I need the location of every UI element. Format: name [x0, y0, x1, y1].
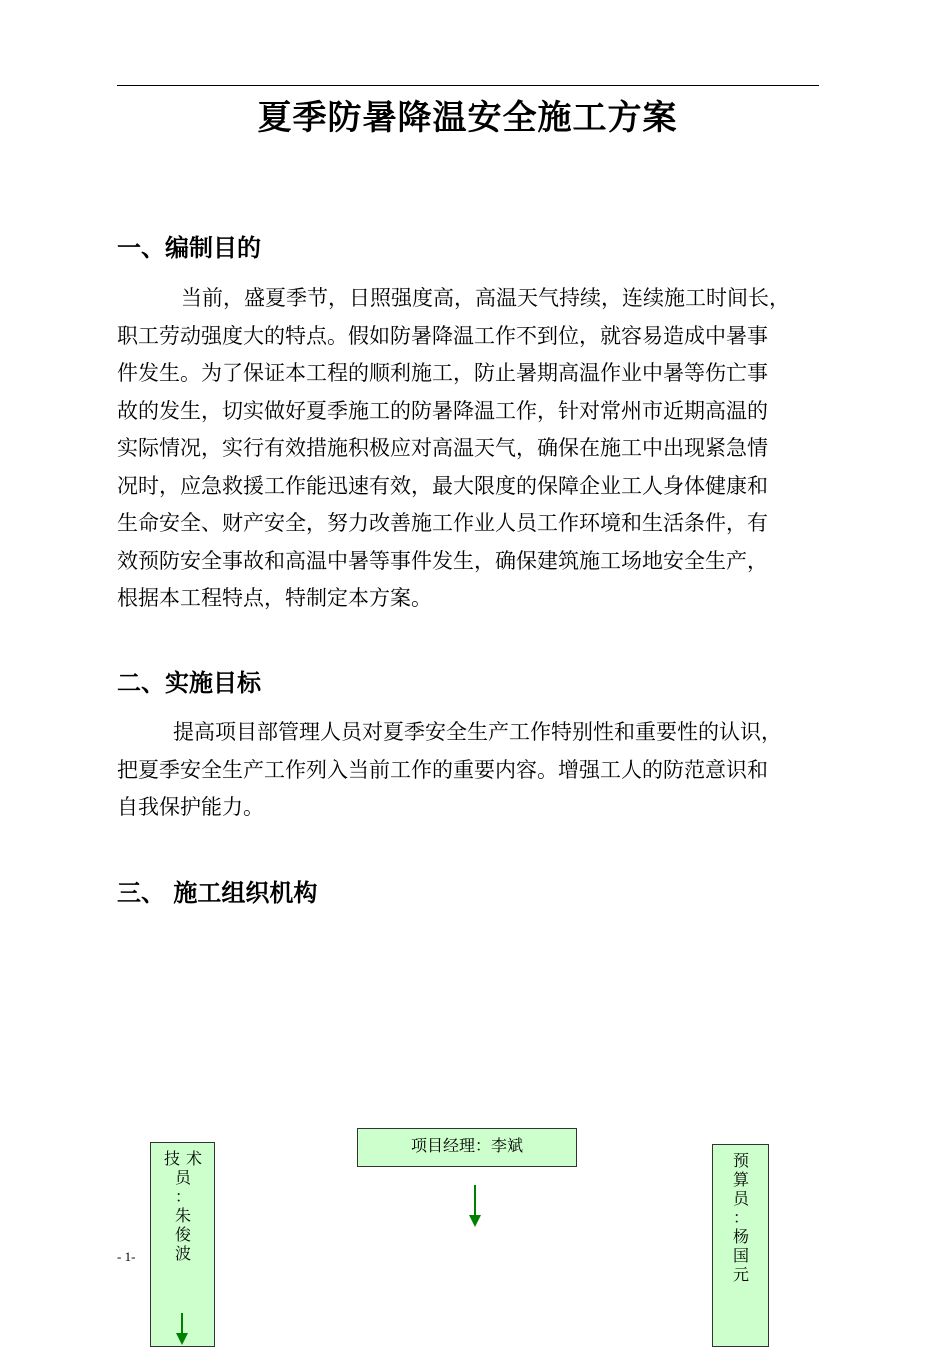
paragraph-line: 提高项目部管理人员对夏季安全生产工作特别性和重要性的认识， [173, 720, 782, 744]
paragraph-line: 根据本工程特点，特制定本方案。 [117, 586, 432, 610]
technician-role-label [159, 1149, 207, 1187]
paragraph-line: 件发生。为了保证本工程的顺利施工，防止暑期高温作业中暑等伤亡事 [117, 361, 768, 385]
technician-name-char: 朱 [174, 1206, 191, 1225]
technician-role-char: 技 [163, 1149, 180, 1168]
budget-name-label [719, 1208, 763, 1284]
section-heading-organization: 三、 施工组织机构 [117, 878, 318, 907]
budget-name-char: 杨 [732, 1227, 749, 1246]
down-arrow-icon [174, 1313, 190, 1347]
technician-box [150, 1142, 215, 1347]
budget-name-char: 国 [732, 1246, 749, 1265]
paragraph-line: 况时，应急救援工作能迅速有效，最大限度的保障企业工人身体健康和 [117, 473, 768, 498]
technician-name-char: 波 [174, 1244, 191, 1263]
project-manager-label: 项目经理：李斌 [410, 1136, 523, 1155]
section-heading-goals: 二、实施目标 [117, 668, 261, 697]
section-heading-purpose: 一、编制目的 [117, 233, 261, 262]
paragraph-line: 故的发生，切实做好夏季施工的防暑降温工作，针对常州市近期高温的 [117, 398, 768, 423]
document-title: 夏季防暑降温安全施工方案 [257, 98, 678, 138]
paragraph-line: 把夏季安全生产工作列入当前工作的重要内容。增强工人的防范意识和 [117, 757, 768, 782]
budget-role-char: 预 [732, 1151, 749, 1170]
budget-role-char: 算 [732, 1170, 749, 1189]
technician-name-char: ： [174, 1187, 191, 1206]
paragraph-line: 职工劳动强度大的特点。假如防暑降温工作不到位，就容易造成中暑事 [117, 323, 768, 348]
budget-role-label [719, 1151, 763, 1208]
technician-name-label [159, 1187, 207, 1263]
paragraph-line: 当前，盛夏季节，日照强度高，高温天气持续，连续施工时间长， [181, 286, 790, 310]
header-rule [117, 85, 819, 86]
budget-officer-box [712, 1144, 769, 1347]
paragraph-goals [117, 714, 837, 827]
page-number: - 1- [117, 1249, 136, 1264]
technician-role-char: 术 [186, 1149, 203, 1168]
project-manager-box [357, 1128, 577, 1167]
budget-name-char: ： [732, 1208, 749, 1227]
paragraph-line: 自我保护能力。 [117, 795, 264, 819]
budget-name-char: 元 [732, 1265, 749, 1284]
down-arrow-icon [466, 1185, 484, 1229]
technician-name-char: 俊 [174, 1225, 191, 1244]
paragraph-line: 生命安全、财产安全，努力改善施工作业人员工作环境和生活条件，有 [117, 511, 768, 535]
paragraph-purpose [117, 280, 837, 618]
paragraph-line: 实际情况，实行有效措施积极应对高温天气，确保在施工中出现紧急情 [117, 436, 768, 460]
paragraph-line: 效预防安全事故和高温中暑等事件发生，确保建筑施工场地安全生产， [117, 548, 768, 573]
technician-role-char: 员 [174, 1168, 191, 1187]
budget-role-char: 员 [732, 1189, 749, 1208]
